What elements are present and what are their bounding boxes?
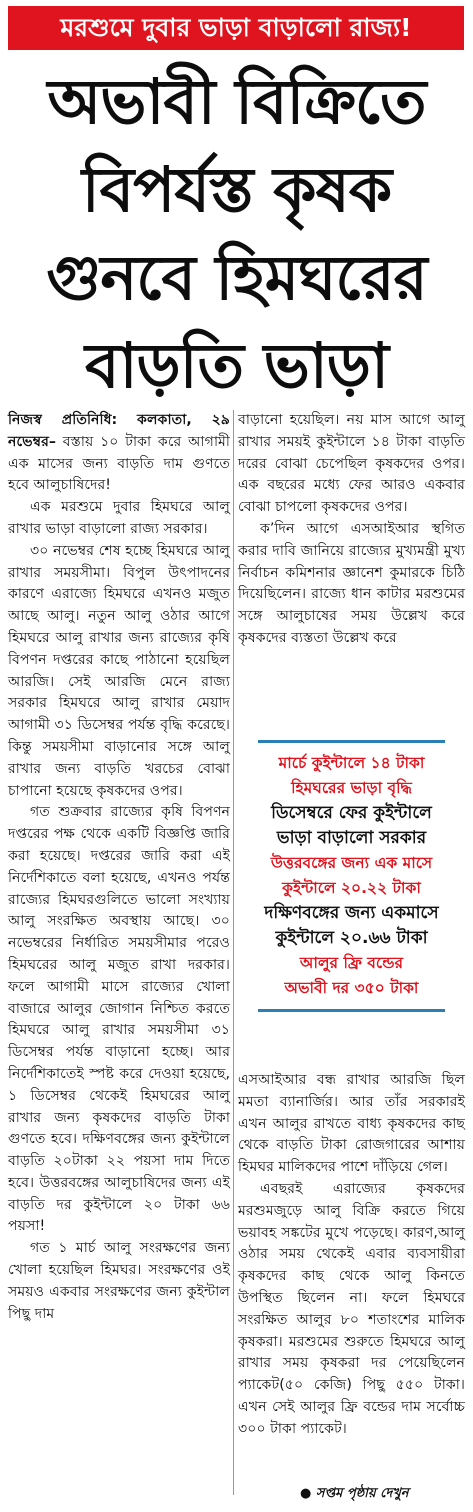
article-column-right-top xyxy=(238,410,465,650)
highlight-box xyxy=(238,740,465,1012)
bullet-icon: ● xyxy=(300,1486,312,1501)
highlight-line: উত্তরবঙ্গের জন্য এক মাসে xyxy=(270,854,433,872)
article-paragraph: ক’দিন আগে এসআইআর স্থগিত করার দাবি জানিয়ে রাজ্যের মুখ্যমন্ত্রী মুখ্য নির্বাচন কমিশনার জ্ঞানেশ কুমারকে চিঠি দিয়েছিলেন। রাজ্যে ধান কাটার মরশুমের সঙ্গে আলুচাষের সময় উল্লেখ করে কৃষকদের ব্যস্ততা উল্লেখ করে xyxy=(238,520,465,646)
headline xyxy=(4,58,469,410)
highlight-line: কুইন্টালে ২০.৬৬ টাকা xyxy=(275,928,428,948)
article-column-right-bottom xyxy=(238,1070,465,1441)
kicker-banner: মরশুমে দুবার ভাড়া বাড়ালো রাজ্য! xyxy=(8,6,464,50)
article-paragraph: বাড়ানো হয়েছিল। নয় মাস আগে আলু রাখার সময়ই কুইন্টালে ১৪ টাকা বাড়তি দরের বোঝা চেপেছিল কৃষকদের ওপর। এক বছরের মধ্যে ফের আরও একবার বোঝা চাপলো কৃষকদের ওপর। xyxy=(238,412,465,516)
article-paragraph: এসআইআর বন্ধ রাখার আরজি ছিল মমতা ব্যানার্জির। আর তাঁর সরকারই এখন আলুর রাখতে বাধ্য কৃষকদের কাছ থেকে বাড়তি টাকা রোজগারের আশায় হিমঘর মালিকদের পাশে দাঁড়িয়ে গেল। xyxy=(238,1072,465,1176)
column-divider xyxy=(233,410,234,1495)
headline-line-1: অভাবী বিক্রিতে xyxy=(47,65,426,138)
article-paragraph: গত শুক্রবার রাজ্যের কৃষি বিপণন দপ্তরের পক্ষ থেকে একটি বিজ্ঞপ্তি জারি করা হয়েছে। দপ্তরের জারি করা এই নির্দেশিকাতে বলা হয়েছে, এখনও পর্যন্ত রাজ্যের হিমঘরগুলিতে ভালো সংখ্যায় আলু সংরক্ষিত অবস্থায় আছে। ৩০ নভেম্বরের নির্ধারিত সময়সীমার পরেও হিমঘরের আলু মজুত রাখা দরকার। ফলে আগামী মাসে রাজ্যের খোলা বাজারে আলুর জোগান নিশ্চিত করতে হিমঘরে আলু রাখার সময়সীমা ৩১ ডিসেম্বর পর্যন্ত বাড়ানো হচ্ছে। আর নির্দেশিকাতেই স্পষ্ট করে দেওয়া হয়েছে, ১ ডিসেম্বর থেকেই হিমঘরের আলু রাখার জন্য কৃষকদের বাড়তি টাকা গুণতে হবে। দক্ষিণবঙ্গের জন্য কুইন্টালে বাড়তি ২০টাকা ২২ পয়সা দাম দিতে হবে। উত্তরবঙ্গের আলুচাষিদের জন্য এই বাড়তি দর কুইন্টালে ২০ টাকা ৬৬ পয়সা! xyxy=(8,804,230,1235)
highlight-line: ভাড়া বাড়ালো সরকার xyxy=(276,828,427,848)
article-paragraph xyxy=(8,410,230,497)
headline-line-3: গুনবে হিমঘরের xyxy=(46,241,427,314)
highlight-line: মার্চে কুইন্টালে ১৪ টাকা xyxy=(278,754,425,772)
highlight-line: অভাবী দর ৩৫০ টাকা xyxy=(284,979,419,997)
highlight-bottom-rule xyxy=(258,1009,445,1012)
continuation-text: সপ্তম পৃষ্ঠায় দেখুন xyxy=(315,1486,409,1501)
highlight-line: কুইন্টালে ২০.২২ টাকা xyxy=(282,879,421,897)
lead-text: বস্তায় ১০ টাকা করে আগামী এক মাসের জন্য বাড়তি দাম গুণতে হবে আলুচাষিদের! xyxy=(8,433,230,494)
dateline: নিজস্ব প্রতিনিধি: কলকাতা, ২৯ নভেম্বর– xyxy=(8,412,230,450)
article-paragraph: ৩০ নভেম্বর শেষ হচ্ছে হিমঘরে আলু রাখার সময়সীমা। বিপুল উৎপাদনের কারণে এরাজ্যে হিমঘরে এখনও মজুত আছে আলু। নতুন আলু ওঠার আগে হিমঘরে আলু রাখার জন্য রাজ্যের কৃষি বিপণন দপ্তরের কাছে পাঠানো হয়েছিল আরজি। সেই আরজি মেনে রাজ্য সরকার হিমঘরে আলু রাখার মেয়াদ আগামী ৩১ ডিসেম্বর পর্যন্ত বৃদ্ধি করেছে। কিন্তু সময়সীমা বাড়ানোর সঙ্গে আলু রাখার জন্য বাড়তি খরচের বোঝা চাপানো হয়েছে কৃষকদের ওপর। xyxy=(8,542,230,799)
article-paragraph: গত ১ মার্চ আলু সংরক্ষণের জন্য খোলা হয়েছিল হিমঘর। সংরক্ষণের ওই সময়ও একবার সংরক্ষণের জন্য কুইন্টাল পিছু দাম xyxy=(8,1240,230,1322)
article-paragraph: এক মরশুমে দুবার হিমঘরে আলু রাখার ভাড়া বাড়ালো রাজ্য সরকার। xyxy=(8,499,230,537)
article-column-left xyxy=(8,410,230,1325)
highlight-line: হিমঘরের ভাড়া বৃদ্ধি xyxy=(291,779,412,797)
highlight-line: আলুর ফ্রি বন্ডের xyxy=(299,954,404,972)
continuation-note xyxy=(300,1484,409,1505)
headline-line-2: বিপর্যস্ত কৃষক xyxy=(81,153,392,226)
highlight-line: ডিসেম্বরে ফের কুইন্টালে xyxy=(271,803,432,823)
headline-line-4: বাড়তি ভাড়া xyxy=(84,329,388,402)
highlight-line: দক্ষিণবঙ্গের জন্য একমাসে xyxy=(264,903,439,923)
article-paragraph: এবছরই এরাজ্যের কৃষকদের মরশুমজুড়ে আলু বিক্রি করতে গিয়ে ভয়াবহ সঙ্কটের মুখে পড়েছে। কারণ,আলু ওঠার সময় থেকেই এবার ব্যবসায়ীরা কৃষকদের কাছ থেকে আলু কিনতে উপস্থিত ছিলেন না। ফলে হিমঘরে সংরক্ষিত আলুর ৮০ শতাংশের মালিক কৃষকরা। মরশুমের শুরুতে হিমঘরে আলু রাখার সময় কৃষকরা দর পেয়েছিলেন প্যাকেট(৫০ কেজি) পিছু ৫৫০ টাকা। এখন সেই আলুর ফ্রি বন্ডের দাম সর্বোচ্চ ৩০০ টাকা প্যাকেট। xyxy=(238,1180,465,1437)
